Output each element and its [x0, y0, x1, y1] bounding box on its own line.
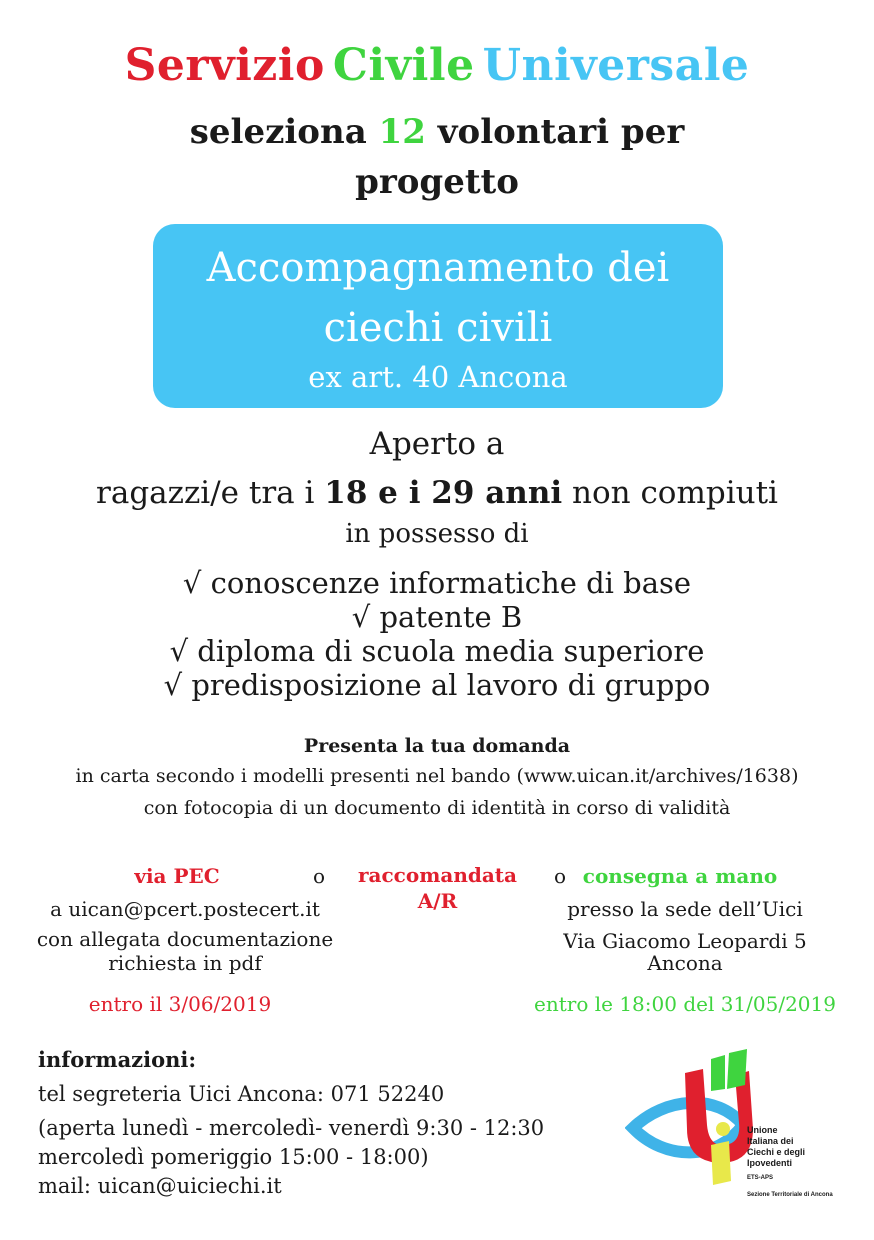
subtitle-pre: seleziona — [189, 112, 367, 152]
eligibility-line1: Aperto a — [369, 426, 505, 462]
pec-deadline: entro il 3/06/2019 — [88, 992, 272, 1016]
requirement-item: √ conoscenze informatiche di base — [182, 566, 692, 600]
eligibility-line3: in possesso di — [345, 519, 529, 549]
eligibility-line2-pre: ragazzi/e tra i — [96, 475, 325, 511]
application-line2: con fotocopia di un documento di identità in corso di validità — [143, 797, 731, 819]
logo-line6: Sezione Territoriale di Ancona — [747, 1192, 833, 1198]
hand-line3: Ancona — [647, 951, 723, 975]
requirement-item: √ diploma di scuola media superiore — [169, 634, 705, 668]
logo-text — [747, 1125, 833, 1201]
pec-line3: richiesta in pdf — [108, 951, 262, 975]
application-line1: in carta secondo i modelli presenti nel bando (www.uican.it/archives/1638) — [75, 765, 799, 787]
method-hand-details — [520, 895, 850, 977]
project-box — [153, 224, 723, 408]
application-heading: Presenta la tua domanda — [303, 735, 571, 757]
info-phone: tel segreteria Uici Ancona: 071 52240 — [38, 1082, 445, 1106]
method-raccomandata-line2: A/R — [417, 889, 458, 913]
logo-line2: Italiana dei — [747, 1136, 794, 1146]
info-heading: informazioni: — [38, 1047, 197, 1072]
logo-line3: Ciechi e degli — [747, 1147, 806, 1157]
eligibility-age-range: 18 e i 29 anni — [324, 475, 563, 511]
project-line2: ciechi civili — [323, 305, 553, 351]
title-word-civile: Civile — [332, 40, 475, 91]
page-title — [0, 40, 874, 91]
subtitle-post: volontari per — [437, 112, 685, 152]
logo-line4: Ipovedenti — [747, 1158, 793, 1168]
method-raccomandata — [350, 862, 525, 914]
hand-deadline: entro le 18:00 del 31/05/2019 — [534, 992, 836, 1016]
uici-logo — [625, 1045, 845, 1198]
method-or-1: o — [312, 864, 326, 888]
hand-line1: presso la sede dell’Uici — [567, 897, 803, 921]
method-raccomandata-line1: raccomandata — [358, 863, 517, 887]
hand-line2: Via Giacomo Leopardi 5 — [563, 929, 807, 953]
project-line1: Accompagnamento dei — [206, 245, 670, 291]
subtitle — [0, 110, 874, 154]
eligibility-line2 — [0, 475, 874, 511]
subtitle-number: 12 — [378, 112, 426, 152]
info-hours: (aperta lunedì - mercoledì- venerdì 9:30 - 12:30 — [38, 1116, 545, 1140]
pec-line2: con allegata documentazione — [36, 927, 334, 951]
method-or-2: o — [553, 864, 567, 888]
subtitle-line2: progetto — [355, 162, 519, 202]
method-pec-title: via PEC — [134, 864, 220, 888]
method-hand-title: consegna a mano — [582, 864, 778, 888]
title-word-universale: Universale — [482, 40, 750, 91]
project-line3: ex art. 40 Ancona — [308, 360, 568, 394]
title-word-servizio: Servizio — [124, 40, 325, 91]
info-afternoon: mercoledì pomeriggio 15:00 - 18:00) — [38, 1145, 429, 1169]
pec-address: a uican@pcert.postecert.it — [50, 897, 320, 921]
requirement-item: √ predisposizione al lavoro di gruppo — [163, 668, 711, 702]
requirement-item: √ patente B — [351, 600, 523, 634]
method-pec-details — [20, 895, 350, 977]
logo-line5: ETS-APS — [747, 1175, 774, 1181]
info-mail: mail: uican@uiciechi.it — [38, 1174, 282, 1198]
eligibility-line2-post: non compiuti — [562, 475, 778, 511]
logo-line1: Unione — [747, 1125, 778, 1135]
